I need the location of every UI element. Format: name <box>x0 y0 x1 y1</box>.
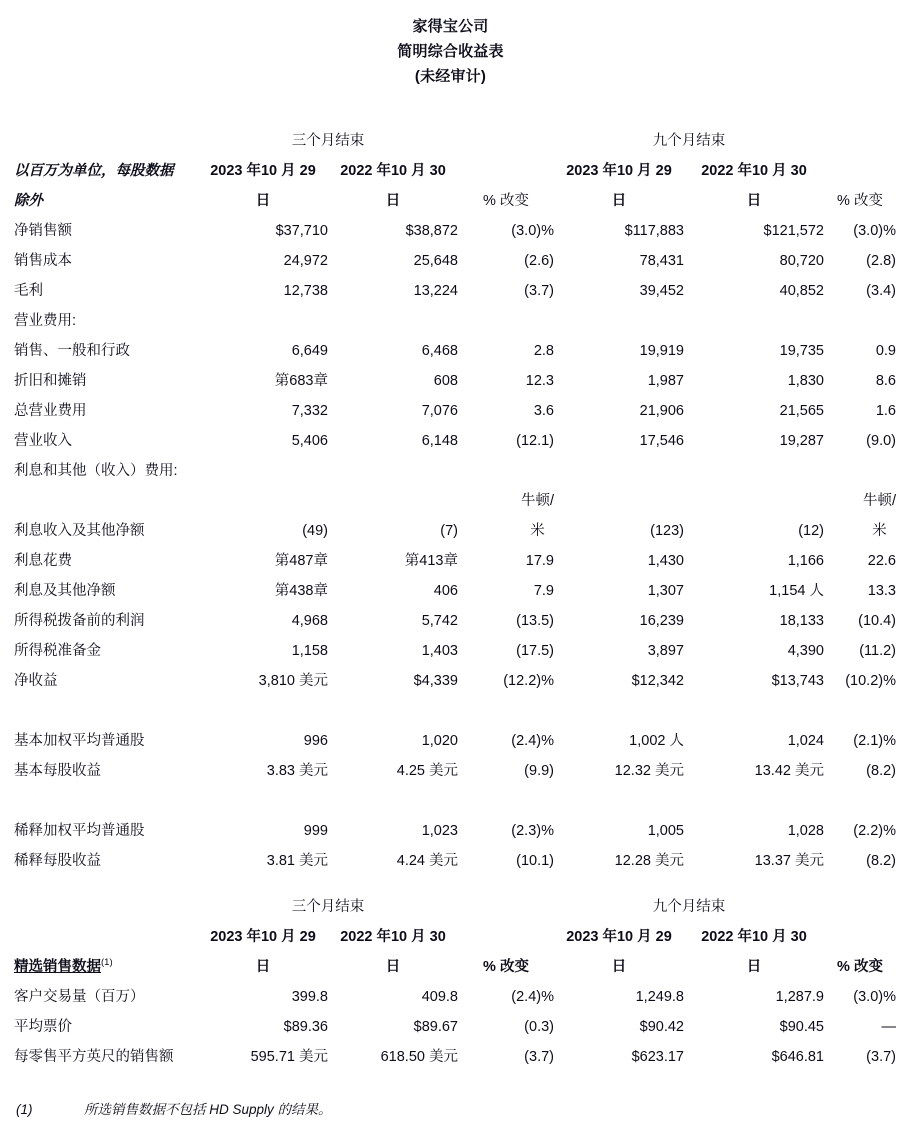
cell-c3: 12.28 美元 <box>614 853 684 869</box>
cell-c3 <box>554 786 684 816</box>
cell-c3: 78,431 <box>639 253 684 269</box>
cell-c4: 13.42 美元 <box>754 763 824 779</box>
cell-c3: 17,546 <box>639 433 684 449</box>
cell-p1: (12.2)% <box>503 673 554 689</box>
cell-c1: 5,406 <box>291 433 328 449</box>
cell-p2 <box>824 456 896 486</box>
cell-c1: 399.8 <box>291 989 328 1005</box>
cell-p2: 1.6 <box>875 403 896 419</box>
cell-p2: (3.7) <box>866 1049 896 1065</box>
cell-c3 <box>554 456 684 486</box>
cell-c4: $646.81 <box>771 1049 824 1065</box>
cell-c3: 3,897 <box>647 643 684 659</box>
cell-c4 <box>684 696 824 726</box>
cell-c1: 12,738 <box>283 283 328 299</box>
cell-p1: (2.4)% <box>511 733 554 749</box>
cell-p1: 2.8 <box>533 343 554 359</box>
audit-status: (未经审计) <box>414 68 487 85</box>
cell-p2: (11.2) <box>859 643 896 659</box>
spacer-cell <box>14 696 198 726</box>
cell-c1: (49) <box>302 523 328 539</box>
cell-c1: 第487章 <box>274 553 328 569</box>
spacer-cell <box>824 126 896 156</box>
cell-c1: 24,972 <box>283 253 328 269</box>
sales-col1-date-line2: 日 <box>255 959 271 975</box>
cell-c1: 999 <box>303 823 328 839</box>
sales-col3-date-line1: 2023 年10 月 29 <box>566 929 672 945</box>
spacer-cell <box>458 892 554 922</box>
cell-c4: $90.45 <box>779 1019 824 1035</box>
table-row <box>14 366 896 396</box>
cell-p1: (2.4)% <box>511 989 554 1005</box>
spacer-cell <box>14 786 198 816</box>
cell-p1 <box>458 486 554 546</box>
cell-c2: 25,648 <box>413 253 458 269</box>
table-row <box>14 1012 896 1042</box>
group-header-row <box>14 126 896 156</box>
table-row <box>14 336 896 366</box>
cell-c2: 7,076 <box>421 403 458 419</box>
cell-c2: 608 <box>433 373 458 389</box>
cell-c4: 1,287.9 <box>775 989 824 1005</box>
sales-col2-date-line2: 日 <box>385 959 401 975</box>
cell-c1: 4,968 <box>291 613 328 629</box>
cell-c4: 18,133 <box>779 613 824 629</box>
cell-c4: 1,830 <box>787 373 824 389</box>
row-label: 所得税准备金 <box>14 643 101 659</box>
row-label: 客户交易量（百万） <box>14 989 145 1005</box>
cell-c2 <box>328 456 458 486</box>
row-label: 营业收入 <box>14 433 72 449</box>
spacer-row <box>14 696 896 726</box>
document-title-block <box>0 14 901 89</box>
cell-c1: $37,710 <box>275 223 328 239</box>
cell-p1: (13.5) <box>516 613 554 629</box>
cell-p1: (2.3)% <box>511 823 554 839</box>
cell-p2: 8.6 <box>875 373 896 389</box>
cell-c4 <box>684 456 824 486</box>
table-row <box>14 982 896 1012</box>
stub-header-line2: 除外 <box>14 193 43 209</box>
sales-col-pct2-header: % 改变 <box>837 959 883 975</box>
row-label: 基本每股收益 <box>14 763 101 779</box>
not-meaningful-marker: 牛顿/ 米 <box>862 493 896 539</box>
cell-p2 <box>824 786 896 816</box>
cell-c3: $117,883 <box>624 223 684 239</box>
table-row <box>14 1042 896 1072</box>
row-label: 基本加权平均普通股 <box>14 733 145 749</box>
spacer-cell <box>14 892 198 922</box>
row-label: 利息花费 <box>14 553 72 569</box>
cell-c2 <box>328 306 458 336</box>
cell-p2 <box>824 486 896 546</box>
cell-c3: 21,906 <box>639 403 684 419</box>
cell-p1: (3.0)% <box>511 223 554 239</box>
cell-c1: 1,158 <box>291 643 328 659</box>
spacer-cell <box>458 156 554 186</box>
row-label: 销售成本 <box>14 253 72 269</box>
cell-c1: 第683章 <box>274 373 328 389</box>
cell-c2: (7) <box>440 523 458 539</box>
cell-c1 <box>198 696 328 726</box>
cell-c2: 406 <box>433 583 458 599</box>
table-row <box>14 246 896 276</box>
table-row <box>14 216 896 246</box>
table-row <box>14 756 896 786</box>
cell-c2: 5,742 <box>421 613 458 629</box>
row-label: 毛利 <box>14 283 43 299</box>
cell-p1: (3.7) <box>524 283 554 299</box>
cell-c3: 16,239 <box>639 613 684 629</box>
sales-column-header-row-line2 <box>14 952 896 982</box>
cell-p2: — <box>881 1019 896 1035</box>
row-label: 利息和其他（收入）费用: <box>14 463 178 479</box>
not-meaningful-marker: 牛顿/ 米 <box>520 493 554 539</box>
cell-p1: (12.1) <box>516 433 554 449</box>
row-label: 稀释每股收益 <box>14 853 101 869</box>
cell-c3: 1,005 <box>647 823 684 839</box>
cell-c2: 409.8 <box>421 989 458 1005</box>
cell-p2: (9.0) <box>866 433 896 449</box>
row-label: 每零售平方英尺的销售额 <box>14 1049 174 1065</box>
cell-c4: 13.37 美元 <box>754 853 824 869</box>
row-label: 销售、一般和行政 <box>14 343 130 359</box>
cell-c2: 1,023 <box>421 823 458 839</box>
cell-p2: (8.2) <box>866 853 896 869</box>
cell-p1 <box>458 786 554 816</box>
cell-c2: 4.24 美元 <box>396 853 458 869</box>
cell-c3: 1,987 <box>647 373 684 389</box>
cell-c3: (123) <box>650 523 684 539</box>
company-name: 家得宝公司 <box>412 18 489 35</box>
cell-c3: $12,342 <box>631 673 684 689</box>
cell-c3 <box>554 696 684 726</box>
col-pct1-header: % 改变 <box>483 193 529 209</box>
col3-date-line1: 2023 年10 月 29 <box>566 163 672 179</box>
cell-c4: 80,720 <box>779 253 824 269</box>
cell-c2: 6,148 <box>421 433 458 449</box>
cell-p1: (2.6) <box>524 253 554 269</box>
cell-c1: 3.83 美元 <box>266 763 328 779</box>
cell-p1 <box>458 456 554 486</box>
spacer-cell <box>458 126 554 156</box>
table-row <box>14 396 896 426</box>
cell-p1: 12.3 <box>525 373 554 389</box>
cell-p2: (8.2) <box>866 763 896 779</box>
sales-group-header-row <box>14 892 896 922</box>
cell-c1 <box>198 306 328 336</box>
table-row <box>14 426 896 456</box>
table-row <box>14 576 896 606</box>
cell-c4: 19,287 <box>779 433 824 449</box>
spacer-cell <box>824 922 896 952</box>
cell-p2: 13.3 <box>867 583 896 599</box>
cell-c4: 40,852 <box>779 283 824 299</box>
sales-col1-date-line1: 2023 年10 月 29 <box>210 929 316 945</box>
spacer-row <box>14 786 896 816</box>
row-label: 所得税拨备前的利润 <box>14 613 145 629</box>
cell-c1: 6,649 <box>291 343 328 359</box>
cell-p2: (3.4) <box>866 283 896 299</box>
col1-date-line1: 2023 年10 月 29 <box>210 163 316 179</box>
col1-date-line2: 日 <box>255 193 271 209</box>
cell-c1: 3,810 美元 <box>258 673 328 689</box>
cell-c1: 第438章 <box>274 583 328 599</box>
cell-c4 <box>684 786 824 816</box>
sales-stub-header: 精选销售数据 <box>14 959 101 975</box>
cell-p2: (2.2)% <box>853 823 896 839</box>
cell-c4: $121,572 <box>763 223 824 239</box>
cell-p2: (10.2)% <box>845 673 896 689</box>
table-row <box>14 276 896 306</box>
cell-c4: 1,166 <box>787 553 824 569</box>
col4-date-line2: 日 <box>746 193 762 209</box>
table-row <box>14 456 896 486</box>
cell-c3: 1,249.8 <box>635 989 684 1005</box>
nine-months-group-header: 九个月结束 <box>652 133 726 149</box>
cell-c4: 1,028 <box>787 823 824 839</box>
cell-c1: 7,332 <box>291 403 328 419</box>
row-label: 利息收入及其他净额 <box>14 523 145 539</box>
row-label: 稀释加权平均普通股 <box>14 823 145 839</box>
cell-c3: 1,002 人 <box>629 733 684 749</box>
col3-date-line2: 日 <box>611 193 627 209</box>
column-header-row-line2 <box>14 186 896 216</box>
sales-stub-header-cell <box>14 952 198 982</box>
footnote-text: 所选销售数据不包括 HD Supply 的结果。 <box>84 1102 332 1117</box>
cell-p1: (10.1) <box>516 853 554 869</box>
cell-c2: $4,339 <box>413 673 458 689</box>
cell-c3: 1,307 <box>647 583 684 599</box>
table-row <box>14 306 896 336</box>
cell-p1: (3.7) <box>524 1049 554 1065</box>
cell-c3: 19,919 <box>639 343 684 359</box>
spacer-cell <box>14 922 198 952</box>
cell-c2: $89.67 <box>413 1019 458 1035</box>
row-label: 净收益 <box>14 673 58 689</box>
row-label: 折旧和摊销 <box>14 373 87 389</box>
cell-p2 <box>824 306 896 336</box>
footnote-marker: (1) <box>16 1102 33 1117</box>
statement-name: 简明综合收益表 <box>397 43 504 60</box>
sales-nine-months-group-header: 九个月结束 <box>652 899 726 915</box>
cell-c3 <box>554 306 684 336</box>
cell-c4: 1,024 <box>787 733 824 749</box>
sales-col4-date-line2: 日 <box>746 959 762 975</box>
row-label: 利息及其他净额 <box>14 583 116 599</box>
cell-c4: $13,743 <box>771 673 824 689</box>
col-pct2-header: % 改变 <box>837 193 883 209</box>
cell-c2: 13,224 <box>413 283 458 299</box>
cell-c1: 3.81 美元 <box>266 853 328 869</box>
cell-p1: 17.9 <box>525 553 554 569</box>
sales-col3-date-line2: 日 <box>611 959 627 975</box>
table-row <box>14 816 896 846</box>
sales-col4-date-line1: 2022 年10 月 30 <box>701 929 807 945</box>
table-row <box>14 846 896 876</box>
cell-c3: $623.17 <box>631 1049 684 1065</box>
cell-c4: (12) <box>798 523 824 539</box>
table-row <box>14 636 896 666</box>
sales-col-pct1-header: % 改变 <box>483 959 529 975</box>
cell-c3: $90.42 <box>639 1019 684 1035</box>
cell-p1 <box>458 306 554 336</box>
cell-c1 <box>198 786 328 816</box>
footnote <box>16 1098 332 1118</box>
cell-c1: 996 <box>303 733 328 749</box>
cell-p1: (17.5) <box>516 643 554 659</box>
cell-c1: 595.71 美元 <box>250 1049 328 1065</box>
sales-column-header-row-line1 <box>14 922 896 952</box>
cell-c3: 1,430 <box>647 553 684 569</box>
cell-p2: 0.9 <box>875 343 896 359</box>
row-label: 总营业费用 <box>14 403 87 419</box>
col4-date-line1: 2022 年10 月 30 <box>701 163 807 179</box>
cell-c3: 39,452 <box>639 283 684 299</box>
cell-p2: (10.4) <box>858 613 896 629</box>
col2-date-line1: 2022 年10 月 30 <box>340 163 446 179</box>
table-row <box>14 606 896 636</box>
col2-date-line2: 日 <box>385 193 401 209</box>
income-statement-table <box>14 126 896 876</box>
three-months-group-header: 三个月结束 <box>291 133 365 149</box>
cell-p2: (2.1)% <box>853 733 896 749</box>
cell-c4: 19,735 <box>779 343 824 359</box>
cell-c2: 1,020 <box>421 733 458 749</box>
cell-p1: (9.9) <box>524 763 554 779</box>
cell-c2: 第413章 <box>404 553 458 569</box>
cell-p2: (3.0)% <box>853 223 896 239</box>
table-row <box>14 486 896 546</box>
table-row <box>14 726 896 756</box>
cell-c4: 1,154 人 <box>769 583 824 599</box>
cell-c1: $89.36 <box>283 1019 328 1035</box>
sales-stub-header-footnote-ref: (1) <box>101 957 113 969</box>
cell-p2: 22.6 <box>867 553 896 569</box>
cell-c1 <box>198 456 328 486</box>
cell-c4: 21,565 <box>779 403 824 419</box>
cell-p1: (0.3) <box>524 1019 554 1035</box>
cell-c2 <box>328 696 458 726</box>
cell-c2: 1,403 <box>421 643 458 659</box>
row-label: 平均票价 <box>14 1019 72 1035</box>
table-row <box>14 666 896 696</box>
selected-sales-data-table <box>14 892 896 1072</box>
table-row <box>14 546 896 576</box>
row-label: 净销售额 <box>14 223 72 239</box>
cell-c2: 6,468 <box>421 343 458 359</box>
stub-header-line1: 以百万为单位，每股数据 <box>14 163 174 179</box>
cell-c2 <box>328 786 458 816</box>
cell-p2: (3.0)% <box>853 989 896 1005</box>
row-label: 营业费用: <box>14 313 77 329</box>
cell-p1: 7.9 <box>533 583 554 599</box>
column-header-row-line1 <box>14 156 896 186</box>
sales-col2-date-line1: 2022 年10 月 30 <box>340 929 446 945</box>
cell-p1: 3.6 <box>533 403 554 419</box>
cell-c4: 4,390 <box>787 643 824 659</box>
cell-p2: (2.8) <box>866 253 896 269</box>
spacer-cell <box>824 892 896 922</box>
cell-c4 <box>684 306 824 336</box>
sales-three-months-group-header: 三个月结束 <box>291 899 365 915</box>
cell-c3: 12.32 美元 <box>614 763 684 779</box>
cell-c2: 618.50 美元 <box>380 1049 458 1065</box>
cell-c2: 4.25 美元 <box>396 763 458 779</box>
cell-c2: $38,872 <box>405 223 458 239</box>
spacer-cell <box>458 922 554 952</box>
cell-p1 <box>458 696 554 726</box>
cell-p2 <box>824 696 896 726</box>
spacer-cell <box>824 156 896 186</box>
spacer-cell <box>14 126 198 156</box>
